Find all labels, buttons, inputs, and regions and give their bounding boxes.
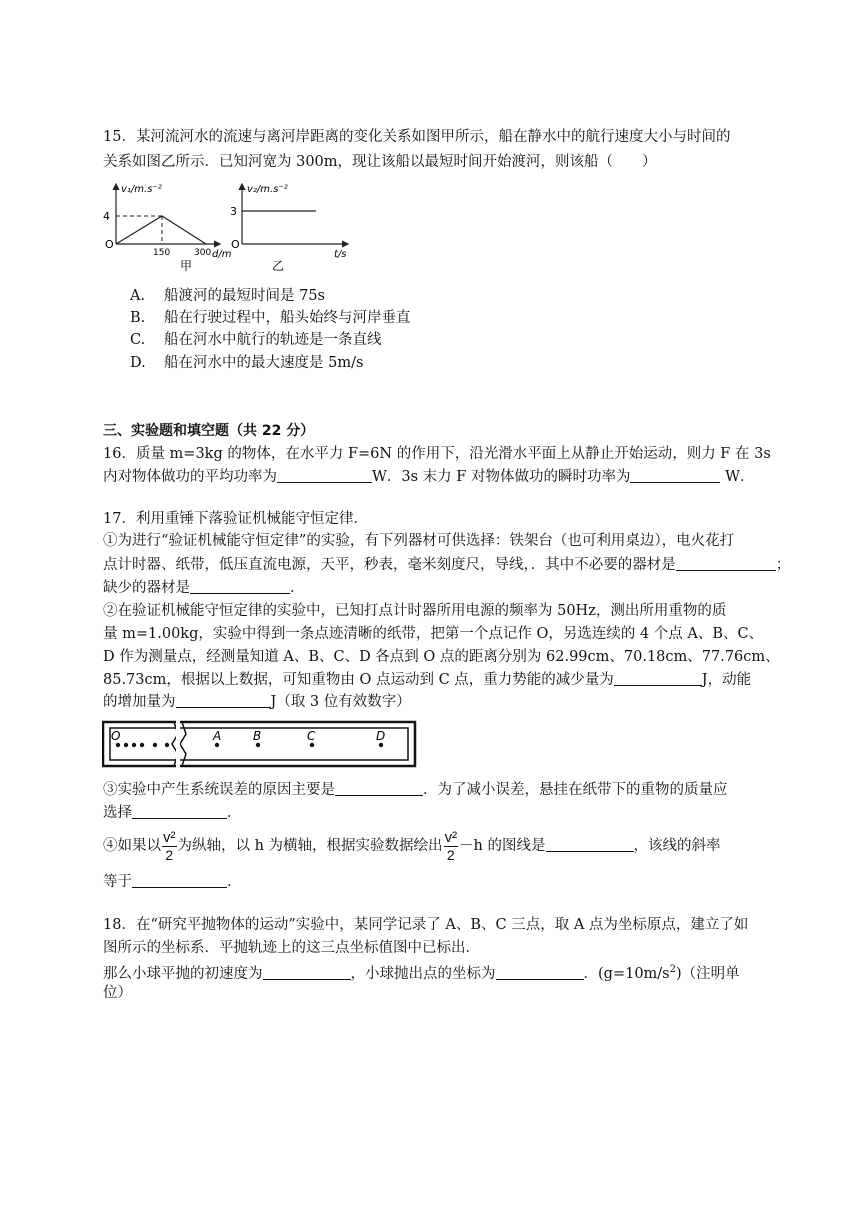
yi-origin: O (231, 238, 240, 251)
q17-blank-graph-shape[interactable] (546, 837, 634, 852)
q17-blank-slope[interactable] (132, 873, 227, 888)
q15-line-2: 关系如图乙所示．已知河宽为 300m，现让该船以最短时间开始渡河，则该船（ ） (103, 154, 657, 170)
q17-p1-line-1: ①为进行“验证机械能守恒定律”的实验，有下列器材可供选择：铁架台（也可利用桌边），电火花打 (103, 533, 735, 549)
q17-p2-line-5: 的增加量为 J（取 3 位有效数字） (103, 694, 411, 710)
q15-figure (102, 180, 362, 272)
tape-label-o: O (111, 729, 121, 743)
tape-label-b: B (253, 729, 262, 743)
q15-option-c: C. 船在河水中航行的轨迹是一条直线 (130, 332, 382, 348)
jia-xlabel: d/m (212, 249, 232, 260)
q17-p3-line-2: 选择 ． (103, 805, 242, 821)
q17-p2-line-3: D 作为测量点，经测量知道 A、B、C、D 各点到 O 点的距离分别为 62.99cm、70.18cm、77.76cm、 (103, 649, 780, 665)
q17-p4-line-2: 等于 ． (103, 874, 242, 890)
tape-dots (116, 743, 383, 747)
yi-y-tick: 3 (230, 205, 237, 218)
q17-blank-error-cause[interactable] (335, 781, 423, 796)
graph-yi (230, 184, 348, 272)
q17-blank-kinetic-energy[interactable] (176, 693, 271, 708)
q17-blank-potential-energy[interactable] (614, 671, 702, 686)
q17-p3-line-1: ③实验中产生系统误差的原因主要是 ．为了减小误差，悬挂在纸带下的重物的质量应 (103, 782, 728, 798)
q18-line-2: 图所示的坐标系．平抛轨迹上的这三点坐标值图中已标出． (103, 940, 480, 956)
q16-blank-1[interactable] (277, 468, 372, 483)
q17-p1-line-3: 缺少的器材是 ． (103, 580, 305, 596)
q17-p2-line-4: 85.73cm，根据以上数据，可知重物由 O 点运动到 C 点，重力势能的减少量为 J，动能 (103, 672, 752, 688)
jia-ylabel: v₁/m.s⁻² (121, 184, 162, 195)
yi-caption: 乙 (272, 259, 285, 272)
tape-label-a: A (213, 729, 222, 743)
q15-option-a: A. 船渡河的最短时间是 75s (130, 288, 326, 304)
q15-option-d: D. 船在河水中的最大速度是 5m/s (130, 355, 364, 371)
graph-jia (103, 184, 232, 272)
q15-option-b: B. 船在行驶过程中，船头始终与河岸垂直 (130, 310, 411, 326)
yi-ylabel: v₂/m.s⁻² (247, 184, 288, 195)
q16-blank-2[interactable] (630, 468, 720, 483)
tape-label-d: D (376, 729, 386, 743)
q18-line-3: 那么小球平抛的初速度为 ，小球抛出点的坐标为 ．$(g=10m/s^2)$（注明单 (103, 964, 740, 982)
q17-blank-unnecessary[interactable] (676, 556, 776, 571)
q16-line-1: 16．质量 m=3kg 的物体，在水平力 F=6N 的作用下，沿光滑水平面上从静止开始运动，则力 F 在 3s (103, 446, 771, 462)
q16-line-2: 内对物体做功的平均功率为 W．3s 末力 F 对物体做功的瞬时功率为 W． (103, 469, 755, 485)
jia-caption: 甲 (180, 259, 193, 272)
jia-x-tick-300: 300 (194, 248, 212, 258)
q18-blank-launch-point[interactable] (496, 965, 584, 980)
fraction-v2-over-2: $\frac{\text{v²}}{2}$ (163, 828, 176, 863)
q15-line-1: 15．某河流河水的流速与离河岸距离的变化关系如图甲所示，船在静水中的航行速度大小与时间的 (103, 129, 731, 145)
q17-p2-line-1: ②在验证机械能守恒定律的实验中，已知打点计时器所用电源的频率为 50Hz，测出所用重物的质 (103, 603, 727, 619)
q17-p1-line-2: 点计时器、纸带，低压直流电源，天平，秒表，毫米刻度尺，导线，．其中不必要的器材是 ； (103, 557, 791, 573)
q17-title: 17．利用重锤下落验证机械能守恒定律． (103, 511, 368, 527)
tape-label-c: C (307, 729, 316, 743)
q17-p2-line-2: 量 m=1.00kg，实验中得到一条点迹清晰的纸带，把第一个点记作 O，另选连续的 4 个点 A、B、C、 (103, 626, 764, 642)
q17-p4-line-1: ④如果以 $\frac{\text{v²}}{2}$ 为纵轴，以 h 为横轴，根据实验数据绘出 $\frac{\text{v²}}{2}$ －h 的图线是 ，该线的斜率 (103, 828, 721, 863)
jia-velocity-line (116, 216, 206, 244)
q17-blank-missing[interactable] (190, 579, 290, 594)
yi-xlabel: t/s (334, 249, 347, 260)
section-3-heading: 三、实验题和填空题（共 22 分） (103, 423, 315, 439)
q18-line-1: 18．在“研究平抛物体的运动”实验中，某同学记录了 A、B、C 三点，取 A 点为坐标原点，建立了如 (103, 917, 749, 933)
jia-y-tick: 4 (103, 210, 110, 223)
jia-origin: O (105, 238, 114, 251)
fraction-v2-over-2-second: $\frac{\text{v²}}{2}$ (444, 828, 458, 863)
q18-line-4: 位） (103, 985, 132, 1001)
q18-blank-initial-velocity[interactable] (263, 965, 351, 980)
q17-blank-mass-choice[interactable] (132, 804, 227, 819)
jia-x-tick-150: 150 (153, 248, 171, 258)
paper-tape-figure (102, 720, 418, 768)
